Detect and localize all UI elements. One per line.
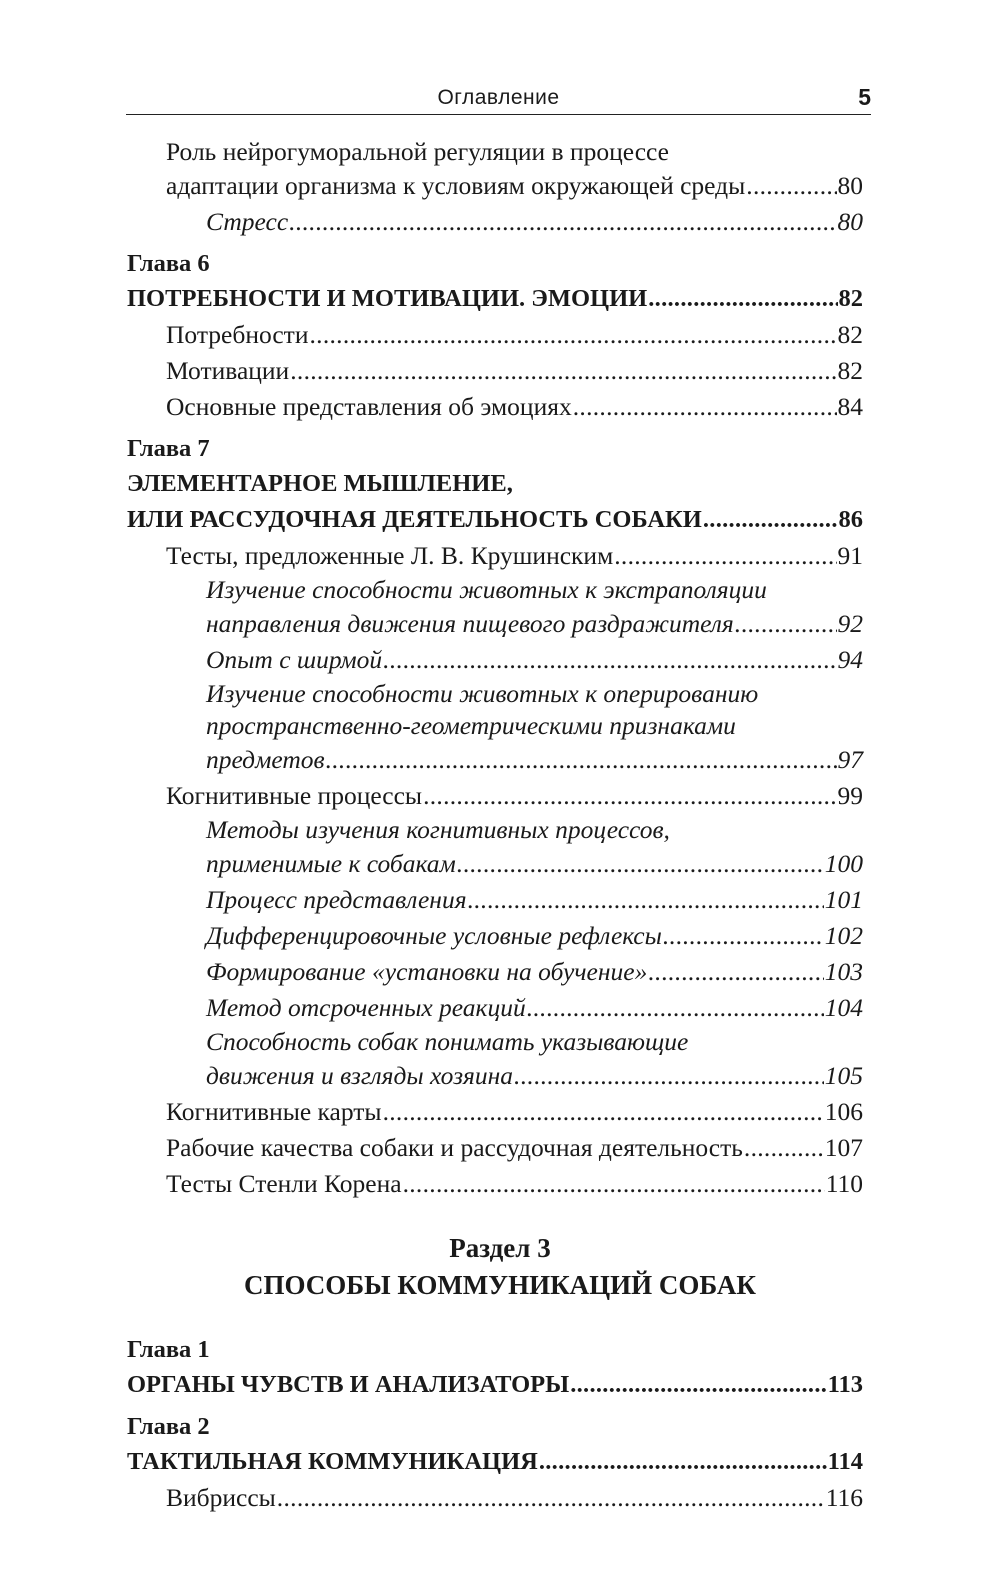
dot-leader bbox=[403, 1166, 825, 1202]
toc-page-number: 104 bbox=[824, 993, 863, 1022]
toc-entry-title: применимые к собакам bbox=[206, 849, 456, 878]
section-label: Раздел 3 bbox=[449, 1233, 551, 1263]
toc-page-number: 80 bbox=[837, 207, 863, 236]
toc-chapter-entry bbox=[127, 1367, 863, 1403]
dot-leader bbox=[383, 1094, 824, 1130]
toc-entry bbox=[127, 882, 863, 918]
dot-leader bbox=[468, 882, 824, 918]
chapter-title: ПОТРЕБНОСТИ И МОТИВАЦИИ. ЭМОЦИИ bbox=[127, 285, 648, 312]
toc-page-number: 82 bbox=[838, 285, 863, 312]
dot-leader bbox=[290, 353, 836, 389]
toc-entry-line: Способность собак понимать указывающие bbox=[206, 1027, 689, 1056]
toc-entry-title: Опыт с ширмой bbox=[206, 645, 383, 674]
toc-page-number: 97 bbox=[837, 745, 863, 774]
toc-entry bbox=[127, 168, 863, 204]
dot-leader bbox=[514, 1058, 824, 1094]
dot-leader bbox=[744, 1130, 824, 1166]
toc-entry-title: движения и взгляды хозяина bbox=[206, 1061, 514, 1090]
dot-leader bbox=[703, 502, 838, 538]
toc-entry-title: Тесты, предложенные Л. В. Крушинским bbox=[166, 541, 614, 570]
chapter-label: Глава 6 bbox=[127, 250, 210, 277]
toc-entry-title: Тесты Стенли Корена bbox=[166, 1169, 402, 1198]
chapter-label: Глава 7 bbox=[127, 435, 210, 462]
chapter-title: ИЛИ РАССУДОЧНАЯ ДЕЯТЕЛЬНОСТЬ СОБАКИ bbox=[127, 506, 702, 533]
toc-page-number: 84 bbox=[837, 392, 863, 421]
toc-entry-title: Вибриссы bbox=[166, 1483, 276, 1512]
toc-page-number: 103 bbox=[824, 957, 863, 986]
toc-chapter-entry bbox=[127, 1444, 863, 1480]
toc-page-number: 82 bbox=[837, 320, 863, 349]
dot-leader bbox=[289, 204, 836, 240]
dot-leader bbox=[735, 606, 837, 642]
toc-page-number: 80 bbox=[837, 171, 863, 200]
dot-leader bbox=[277, 1480, 825, 1516]
toc-entry bbox=[127, 954, 863, 990]
toc-entry-line: Изучение способности животных к экстраполяции bbox=[206, 575, 767, 604]
toc-page-number: 101 bbox=[824, 885, 863, 914]
toc-page-number: 92 bbox=[837, 609, 863, 638]
toc-entry-title: Стресс bbox=[206, 207, 289, 236]
toc-page-number: 114 bbox=[827, 1448, 863, 1475]
running-header-title: Оглавление bbox=[437, 86, 560, 109]
toc-entry-title: Основные представления об эмоциях bbox=[166, 392, 572, 421]
toc-entry bbox=[127, 990, 863, 1026]
toc-entry-line: Изучение способности животных к оперированию bbox=[206, 679, 759, 708]
toc-entry bbox=[127, 353, 863, 389]
toc-entry bbox=[127, 1166, 863, 1202]
table-of-contents bbox=[127, 136, 863, 1516]
toc-entry-title: Формирование «установки на обучение» bbox=[206, 957, 648, 986]
toc-entry-title: Когнитивные карты bbox=[166, 1097, 382, 1126]
dot-leader bbox=[614, 538, 836, 574]
dot-leader bbox=[648, 954, 823, 990]
toc-entry bbox=[127, 538, 863, 574]
toc-entry bbox=[127, 742, 863, 778]
dot-leader bbox=[539, 1444, 827, 1480]
toc-page-number: 91 bbox=[837, 541, 863, 570]
toc-entry bbox=[127, 389, 863, 425]
dot-leader bbox=[570, 1367, 826, 1403]
toc-page-number: 110 bbox=[825, 1169, 863, 1198]
toc-page-number: 113 bbox=[827, 1371, 863, 1398]
toc-entry-title: адаптации организма к условиям окружающей среды bbox=[166, 171, 746, 200]
toc-entry bbox=[127, 846, 863, 882]
toc-page-number: 82 bbox=[837, 356, 863, 385]
toc-entry-line: пространственно-геометрическими признаками bbox=[206, 711, 736, 740]
toc-page-number: 116 bbox=[825, 1483, 863, 1512]
dot-leader bbox=[573, 389, 837, 425]
toc-page-number: 105 bbox=[824, 1061, 863, 1090]
toc-entry-title: предметов bbox=[206, 745, 325, 774]
page-number: 5 bbox=[858, 84, 871, 110]
toc-entry bbox=[127, 606, 863, 642]
toc-entry-title: Рабочие качества собаки и рассудочная деятельность bbox=[166, 1133, 743, 1162]
toc-entry bbox=[127, 1058, 863, 1094]
chapter-label: Глава 1 bbox=[127, 1336, 210, 1363]
toc-page-number: 100 bbox=[824, 849, 863, 878]
toc-page-number: 99 bbox=[837, 781, 863, 810]
toc-entry-title: направления движения пищевого раздражителя bbox=[206, 609, 734, 638]
toc-page-number: 102 bbox=[824, 921, 863, 950]
toc-entry-title: Метод отсроченных реакций bbox=[206, 993, 526, 1022]
chapter-title: ТАКТИЛЬНАЯ КОММУНИКАЦИЯ bbox=[127, 1448, 538, 1475]
section-title: СПОСОБЫ КОММУНИКАЦИЙ СОБАК bbox=[243, 1270, 757, 1300]
toc-entry bbox=[127, 1130, 863, 1166]
toc-chapter-entry bbox=[127, 281, 863, 317]
dot-leader bbox=[423, 778, 836, 814]
dot-leader bbox=[527, 990, 824, 1026]
toc-entry bbox=[127, 778, 863, 814]
toc-page-number: 94 bbox=[837, 645, 863, 674]
dot-leader bbox=[309, 317, 836, 353]
toc-chapter-entry bbox=[127, 502, 863, 538]
toc-entry-title: Процесс представления bbox=[206, 885, 467, 914]
toc-entry-title: Когнитивные процессы bbox=[166, 781, 423, 810]
toc-entry bbox=[127, 642, 863, 678]
dot-leader bbox=[663, 918, 824, 954]
toc-entry-line: Методы изучения когнитивных процессов, bbox=[206, 815, 670, 844]
dot-leader bbox=[457, 846, 824, 882]
dot-leader bbox=[383, 642, 836, 678]
toc-entry-line: Роль нейрогуморальной регуляции в процессе bbox=[166, 137, 669, 166]
toc-entry bbox=[127, 204, 863, 240]
chapter-title-line: ЭЛЕМЕНТАРНОЕ МЫШЛЕНИЕ, bbox=[127, 470, 513, 497]
toc-page-number: 106 bbox=[824, 1097, 863, 1126]
toc-entry bbox=[127, 1480, 863, 1516]
toc-page-number: 86 bbox=[838, 506, 863, 533]
toc-entry-title: Потребности bbox=[166, 320, 309, 349]
toc-entry-title: Мотивации bbox=[166, 356, 290, 385]
toc-entry bbox=[127, 317, 863, 353]
toc-entry bbox=[127, 918, 863, 954]
dot-leader bbox=[746, 168, 836, 204]
chapter-label: Глава 2 bbox=[127, 1413, 210, 1440]
running-header bbox=[126, 82, 871, 115]
dot-leader bbox=[648, 281, 837, 317]
chapter-title: ОРГАНЫ ЧУВСТВ И АНАЛИЗАТОРЫ bbox=[127, 1371, 570, 1398]
toc-page-number: 107 bbox=[824, 1133, 863, 1162]
dot-leader bbox=[326, 742, 837, 778]
toc-entry bbox=[127, 1094, 863, 1130]
toc-entry-title: Дифференцировочные условные рефлексы bbox=[206, 921, 662, 950]
